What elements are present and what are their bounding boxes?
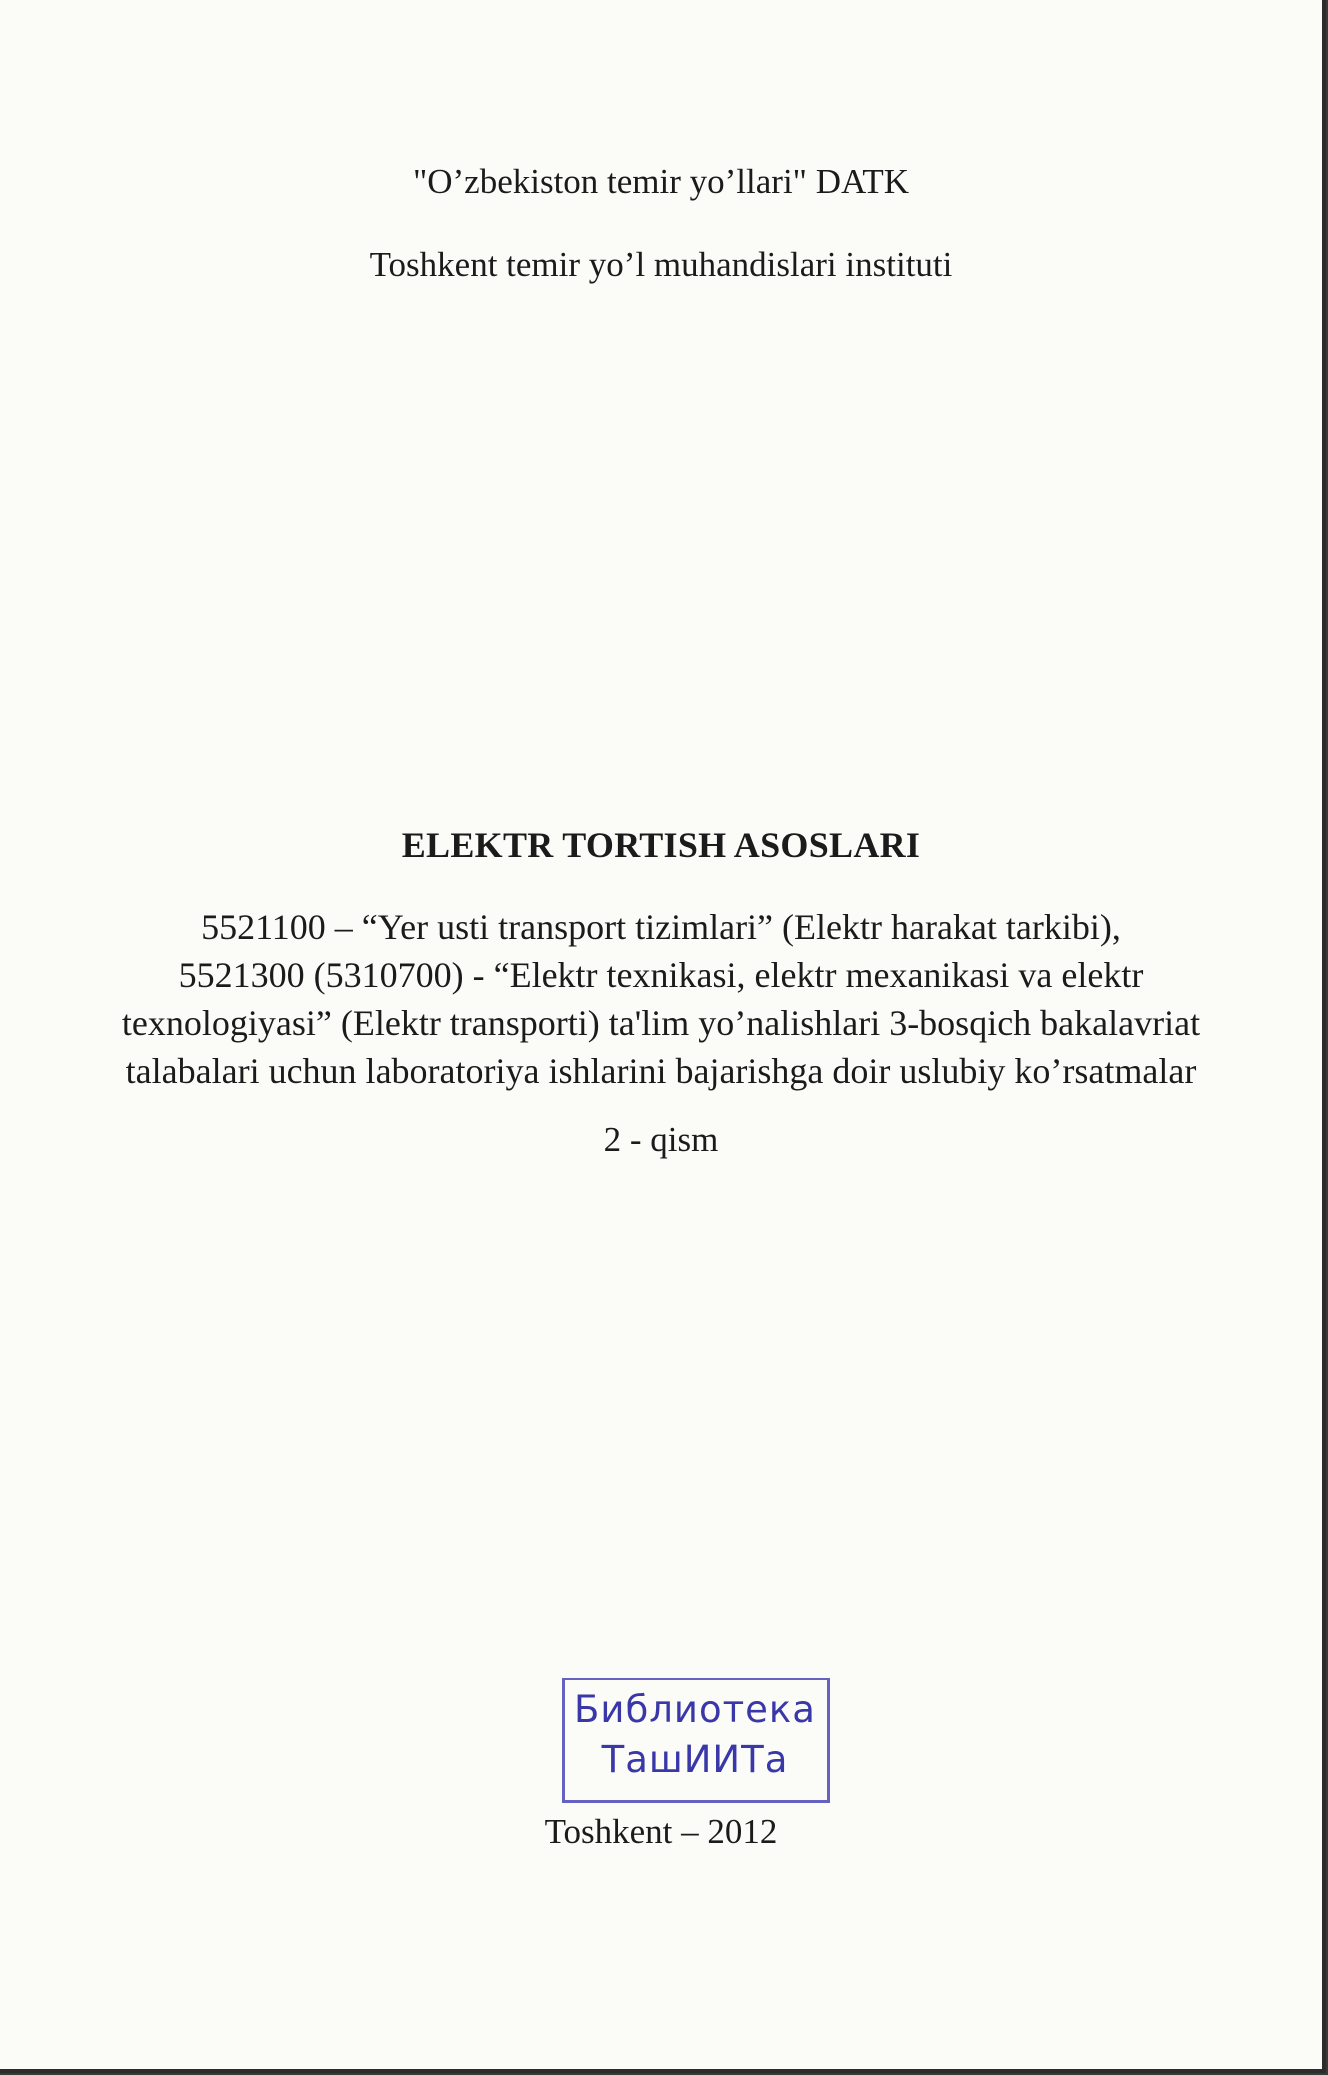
organization-name: "O’zbekiston temir yo’llari" DATK (412, 162, 910, 201)
institute-name: Toshkent temir yo’l muhandislari instituti (369, 245, 953, 284)
description-line: 5521300 (5310700) - “Elektr texnikasi, elektr mexanikasi va elektr (178, 955, 1144, 995)
description-line: texnologiyasi” (Elektr transporti) ta'lim yo’nalishlari 3-bosqich bakalavriat (121, 1003, 1201, 1043)
stamp-line-library: Библиотека (574, 1688, 816, 1731)
city-year: Toshkent – 2012 (544, 1812, 778, 1851)
library-stamp (562, 1678, 828, 1804)
description-line: talabalari uchun laboratoriya ishlarini bajarishga doir uslubiy ko’rsatmalar (125, 1051, 1197, 1091)
document-title: ELEKTR TORTISH ASOSLARI (401, 825, 921, 865)
stamp-line-institute: ТашИИТа (601, 1738, 789, 1781)
document-description (60, 903, 1262, 1095)
description-line: 5521100 – “Yer usti transport tizimlari” (Elektr harakat tarkibi), (201, 907, 1121, 947)
part-number: 2 - qism (603, 1120, 719, 1159)
